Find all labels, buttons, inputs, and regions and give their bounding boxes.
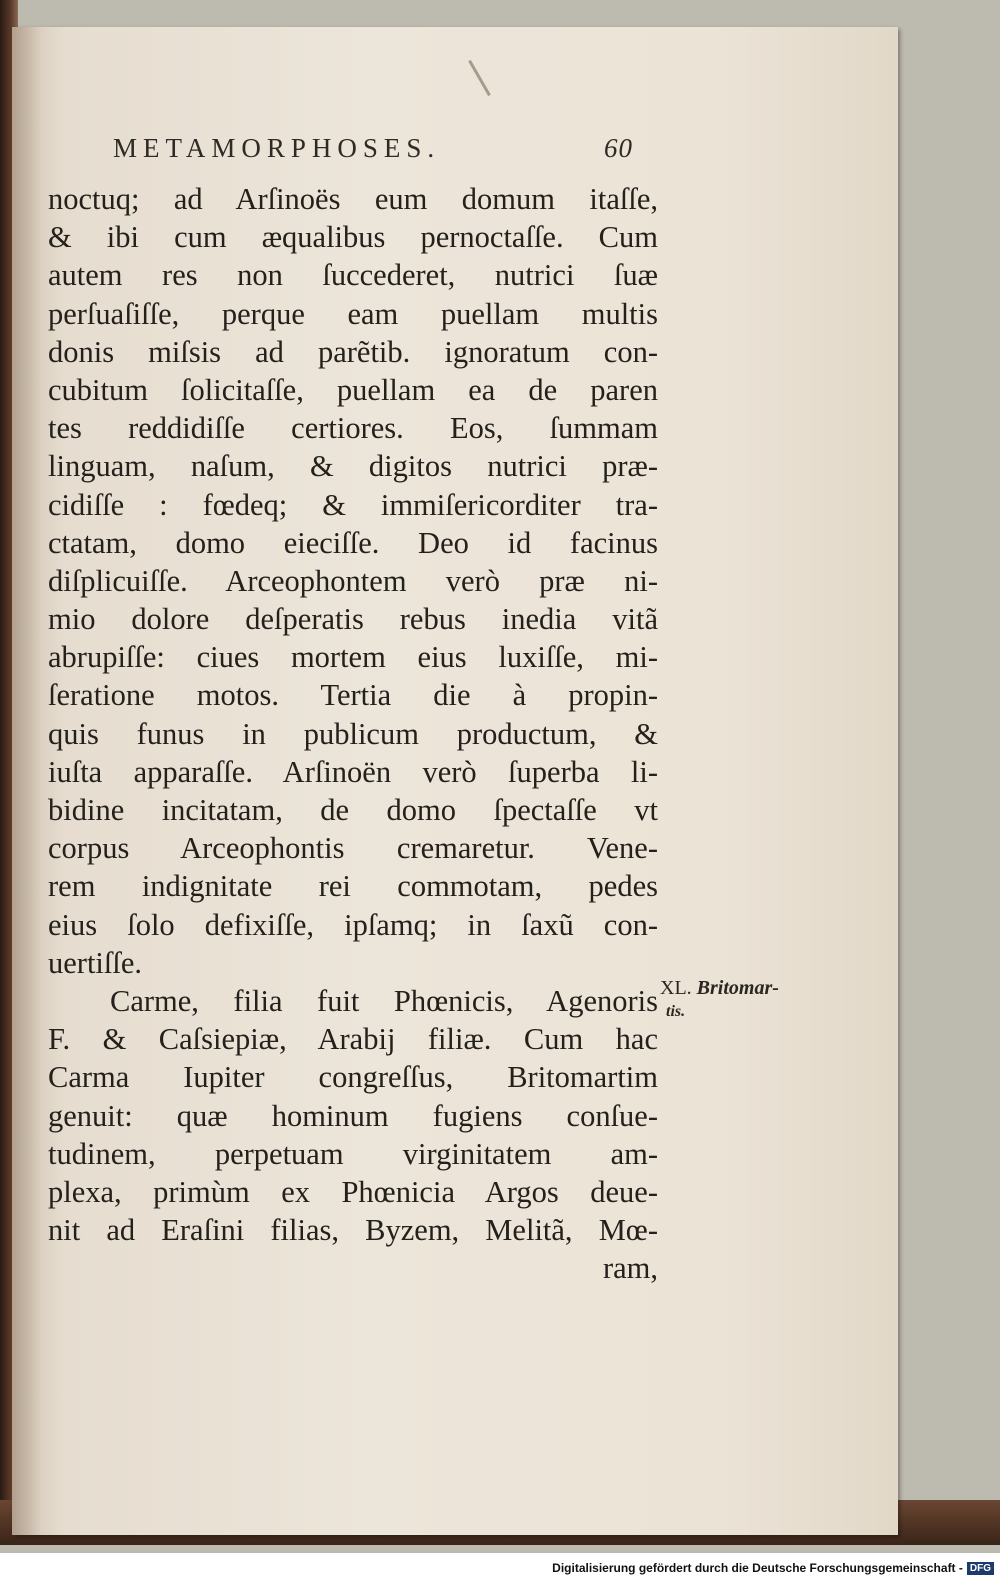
page-number: 60 [604,133,633,163]
marginal-number: XL. [660,977,692,999]
text-line: bidine incitatam, de domo ſpectaſſe vt [48,793,658,827]
text-line: autem res non ſuccederet, nutrici ſuæ [48,258,658,293]
text-line: donis miſsis ad parẽtib. ignoratum con- [48,334,658,369]
text-line: rem indignitate rei commotam, pedes [48,869,658,904]
gutter-shadow [12,27,42,1535]
text-line: & ibi cum æqualibus pernoctaſſe. Cum [48,220,658,255]
text-line: Carma Iupiter congreſſus, Britomartim [48,1060,658,1095]
text-line: ctatam, domo eieciſſe. Deo id facinus [48,525,658,560]
text-line: mio dolore deſperatis rebus inedia vitã [48,602,658,637]
marginal-note [660,975,779,1020]
text-line: diſplicuiſſe. Arceophontem verò præ ni- [48,563,658,598]
main-text [48,180,658,1287]
catchword: ram, [602,1251,658,1286]
text-line: uertiſſe. [48,945,143,980]
marginal-name: Britomar- [696,977,779,999]
text-line: abrupiſſe: ciues mortem eius luxiſſe, mi- [48,640,658,675]
marginal-continuation: tis. [666,1003,686,1020]
text-line: cubitum ſolicitaſſe, puellam ea de paren [48,372,658,407]
text-line: cidiſſe : fœdeq; & immiſericorditer tra- [48,487,658,522]
text-line: plexa, primùm ex Phœnicia Argos deue- [48,1174,658,1209]
text-line: tudinem, perpetuam virginitatem am- [48,1136,658,1171]
text-line: perſuaſiſſe, perque eam puellam multis [48,296,658,331]
credit-text: Digitalisierung gefördert durch die Deutsche Forschungsgemeinschaft - [552,1561,963,1575]
text-line: F. & Caſsiepiæ, Arabij filiæ. Cum hac [48,1022,658,1057]
text-line: genuit: quæ hominum fugiens conſue- [48,1098,658,1133]
text-line: iuſta apparaſſe. Arſinoën verò ſuperba li- [48,754,658,789]
text-line: nit ad Eraſini filias, Byzem, Melitã, Mœ- [48,1213,658,1248]
text-line: tes reddidiſſe certiores. Eos, ſummam [48,411,658,446]
running-title: METAMORPHOSES. [113,133,441,163]
text-line: noctuq; ad Arſinoës eum domum itaſſe, [48,182,658,216]
dfg-logo-icon: DFG [967,1562,994,1575]
text-line: eius ſolo defixiſſe, ipſamq; in ſaxũ con- [48,907,658,942]
text-line: linguam, naſum, & digitos nutrici præ- [48,449,658,484]
text-line: quis funus in publicum productum, & [48,716,658,751]
text-line: corpus Arceophontis cremaretur. Vene- [48,831,658,866]
text-line: ſeratione motos. Tertia die à propin- [48,678,658,713]
digitization-credit [548,1557,994,1579]
text-line: Carme, filia fuit Phœnicis, Agenoris [110,983,658,1018]
